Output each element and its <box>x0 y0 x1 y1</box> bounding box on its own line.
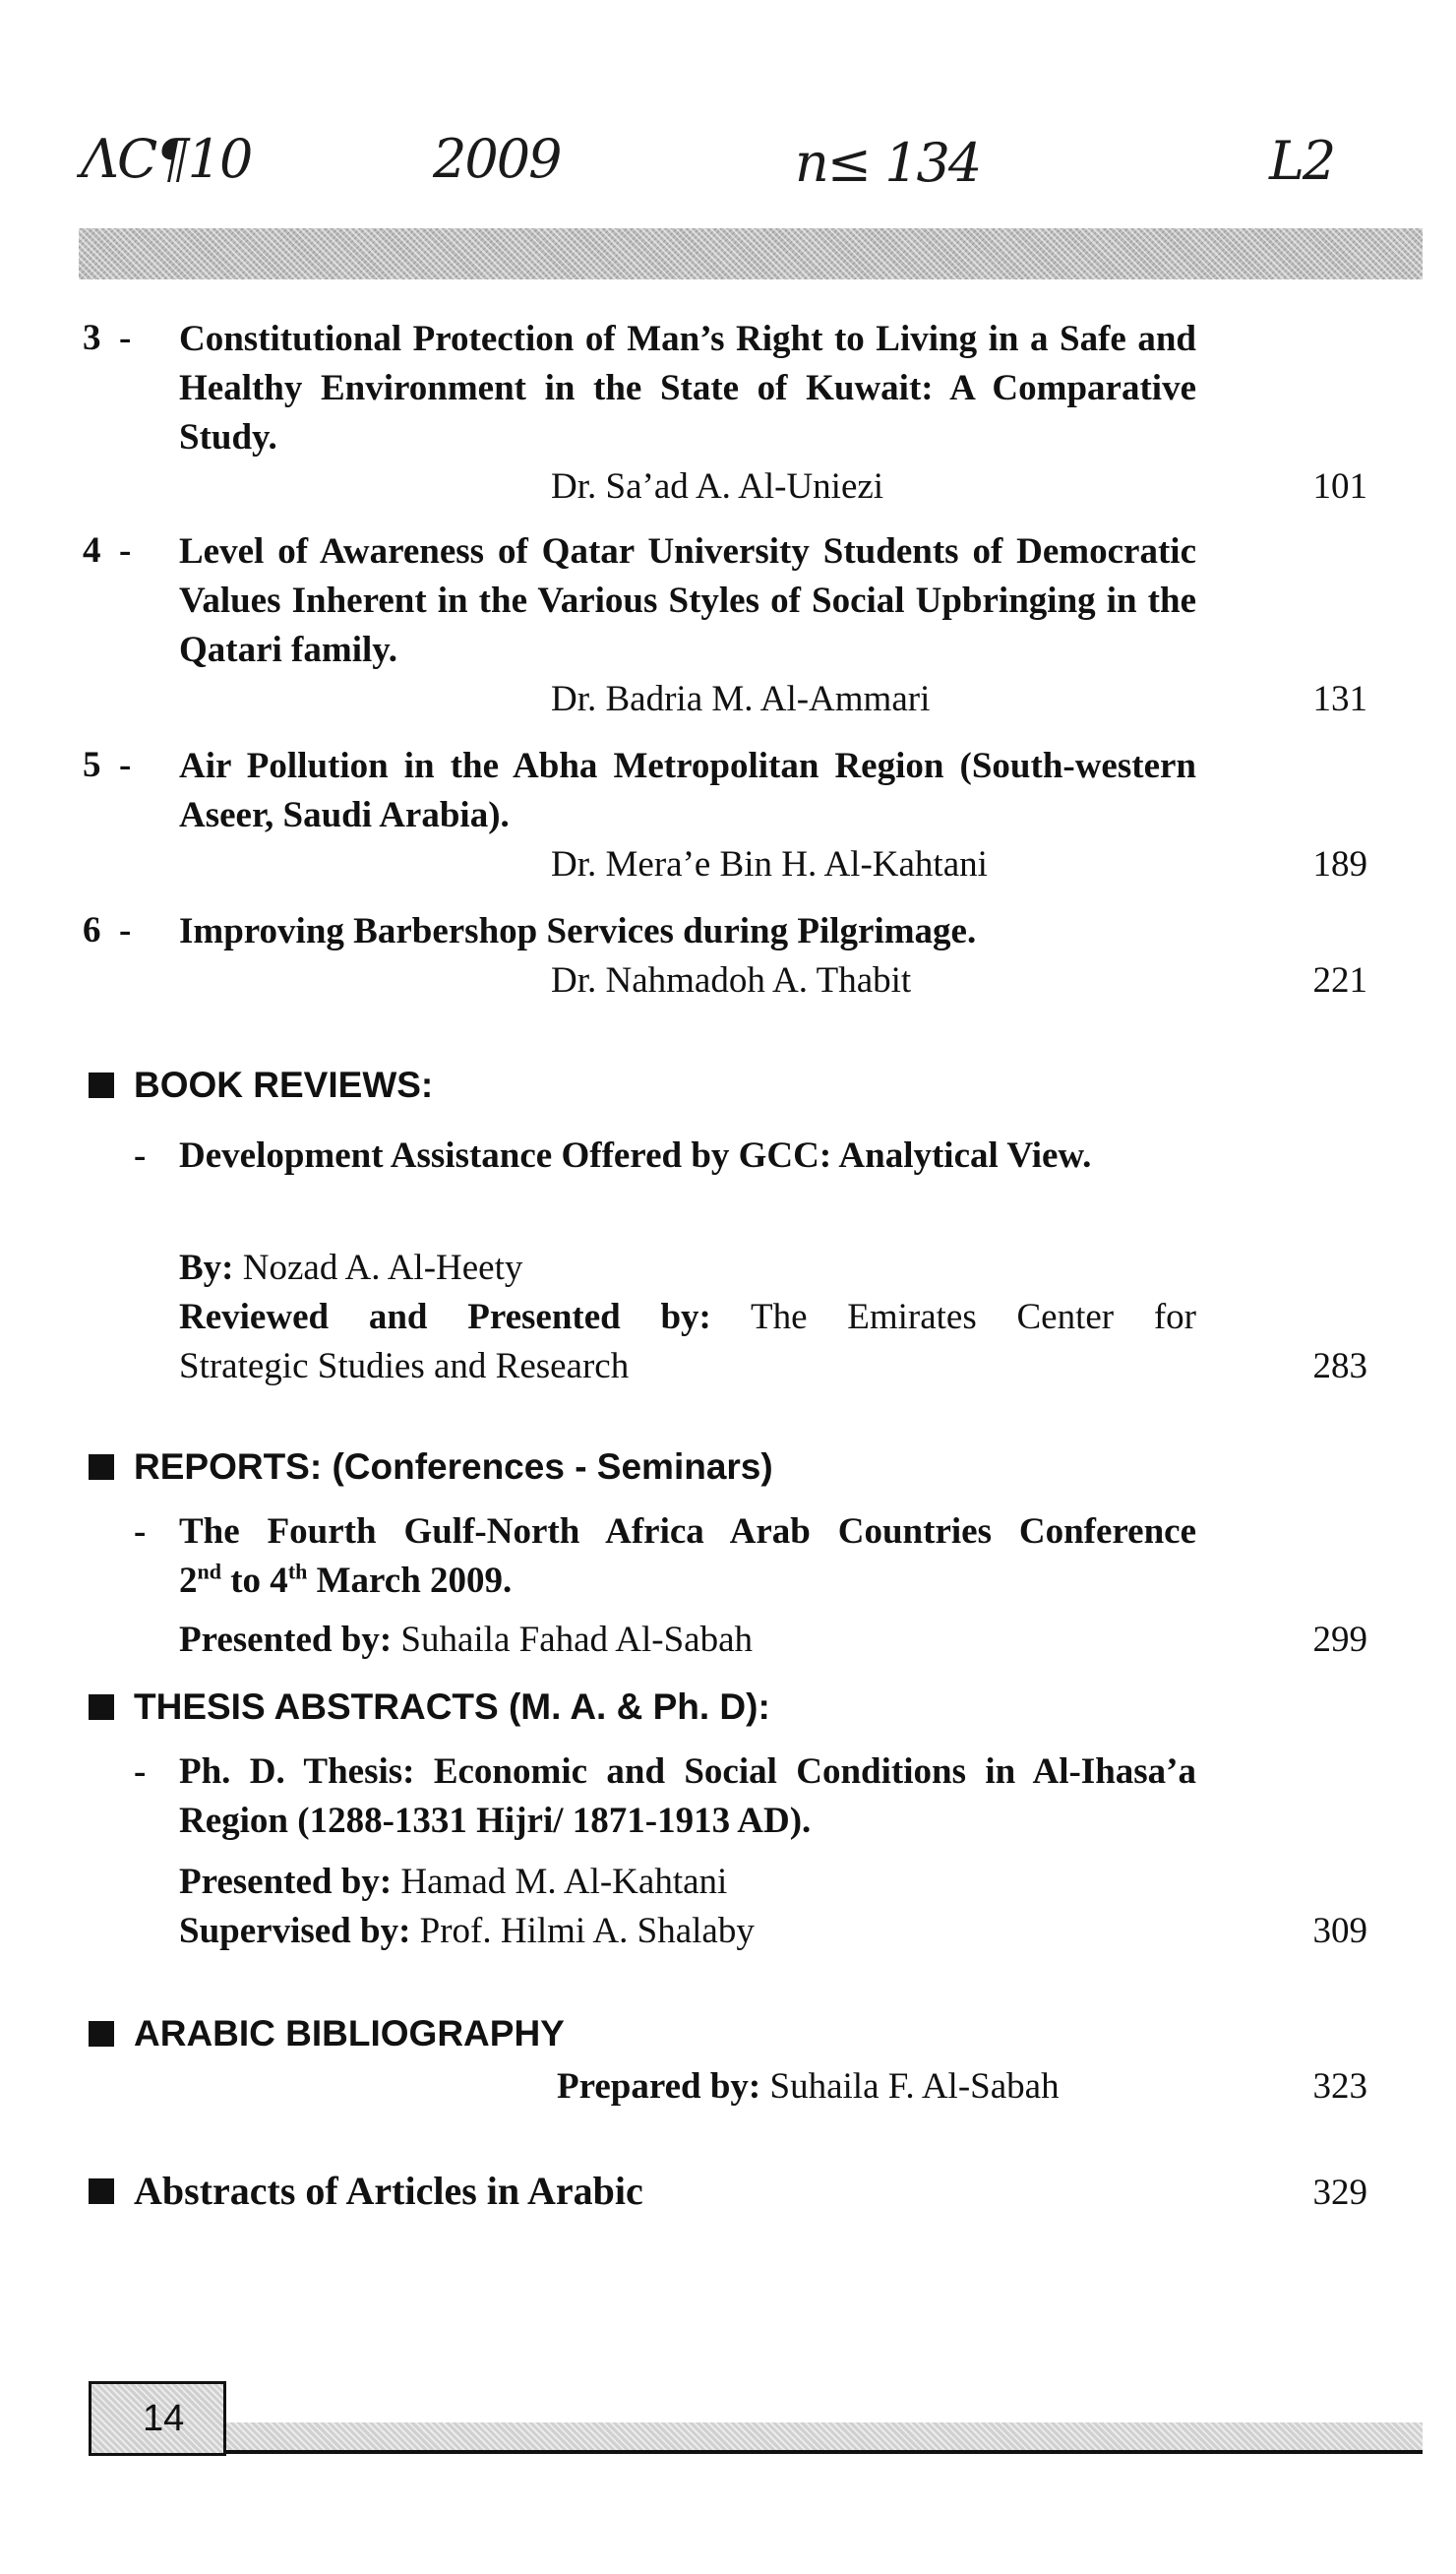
section-heading: ARABIC BIBLIOGRAPHY <box>134 2013 565 2053</box>
page-number: 14 <box>143 2397 185 2439</box>
bibliography-prepared-by: Prepared by: Suhaila F. Al-Sabah <box>557 2066 1060 2107</box>
thesis-page: 309 <box>1312 1911 1367 1951</box>
header-band <box>79 228 1423 279</box>
footer-band <box>226 2422 1423 2450</box>
section-heading: Abstracts of Articles in Arabic <box>134 2169 643 2213</box>
entry-title: Improving Barbershop Services during Pilgrimage. <box>179 911 977 951</box>
thesis-title: Ph. D. Thesis: Economic and Social Conditions in Al-Ihasa’a Region (1288-1331 Hijri/ 1871-1913 AD). <box>179 1751 1196 1841</box>
square-bullet-icon <box>89 2178 114 2204</box>
square-bullet-icon <box>89 1072 114 1098</box>
square-bullet-icon <box>89 1694 114 1720</box>
entry-number: 4 - <box>83 530 132 571</box>
section-thesis <box>89 1683 770 1732</box>
dash-bullet: - <box>134 1511 147 1552</box>
entry-page: 131 <box>1312 679 1367 719</box>
report-title: The Fourth Gulf-North Africa Arab Countries Conference <box>179 1511 1196 1552</box>
review-reviewed-by-cont: Strategic Studies and Research <box>179 1346 630 1386</box>
entry-number: 3 - <box>83 318 132 358</box>
page-number-box <box>89 2381 226 2456</box>
entry-author: Dr. Badria M. Al-Ammari <box>551 679 931 719</box>
section-reports <box>89 1442 773 1492</box>
footer-rule <box>226 2450 1423 2454</box>
entry-title: Air Pollution in the Abha Metropolitan Region (South-western Aseer, Saudi Arabia). <box>179 746 1196 835</box>
report-date: 2nd to 4th March 2009. <box>179 1559 513 1601</box>
entry-author: Dr. Mera’e Bin H. Al-Kahtani <box>551 844 988 885</box>
section-heading: BOOK REVIEWS: <box>134 1065 434 1105</box>
handwritten-mark: L2 <box>1269 130 1335 192</box>
entry-page: 221 <box>1312 960 1367 1001</box>
review-title: Development Assistance Offered by GCC: Analytical View. <box>179 1135 1092 1176</box>
handwritten-number: n≤ 134 <box>795 132 981 194</box>
entry-page: 101 <box>1312 466 1367 507</box>
entry-author: Dr. Nahmadoh A. Thabit <box>551 960 912 1001</box>
review-by: By: Nozad A. Al-Heety <box>179 1248 523 1288</box>
entry-title: Level of Awareness of Qatar University Students of Democratic Values Inherent in the Various Styles of Social Upbringing in the Qatari family. <box>179 531 1196 670</box>
review-reviewed-by: Reviewed and Presented by: The Emirates Center for <box>179 1297 1197 1337</box>
dash-bullet: - <box>134 1751 147 1792</box>
section-heading: THESIS ABSTRACTS (M. A. & Ph. D): <box>134 1686 770 1727</box>
report-page: 299 <box>1312 1620 1367 1660</box>
review-page: 283 <box>1312 1346 1367 1386</box>
entry-page: 189 <box>1312 844 1367 885</box>
section-abstracts <box>89 2165 643 2218</box>
entry-author: Dr. Sa’ad A. Al-Uniezi <box>551 466 884 507</box>
section-bibliography <box>89 2009 565 2058</box>
square-bullet-icon <box>89 1454 114 1480</box>
dash-bullet: - <box>134 1135 147 1176</box>
handwritten-code: ΛC¶10 <box>81 128 252 190</box>
section-heading: REPORTS: (Conferences - Seminars) <box>134 1446 773 1487</box>
entry-title: Constitutional Protection of Man’s Right to Living in a Safe and Healthy Environment in the State of Kuwait: A Comparative Study. <box>179 319 1196 458</box>
bibliography-page: 323 <box>1312 2066 1367 2107</box>
entry-number: 6 - <box>83 910 132 950</box>
entry-number: 5 - <box>83 745 132 785</box>
thesis-presented-by: Presented by: Hamad M. Al-Kahtani <box>179 1862 728 1902</box>
thesis-supervised-by: Supervised by: Prof. Hilmi A. Shalaby <box>179 1911 755 1951</box>
report-presented-by: Presented by: Suhaila Fahad Al-Sabah <box>179 1620 754 1660</box>
handwritten-year: 2009 <box>433 128 561 190</box>
square-bullet-icon <box>89 2021 114 2047</box>
section-book-reviews <box>89 1061 433 1110</box>
abstracts-page: 329 <box>1312 2173 1367 2213</box>
